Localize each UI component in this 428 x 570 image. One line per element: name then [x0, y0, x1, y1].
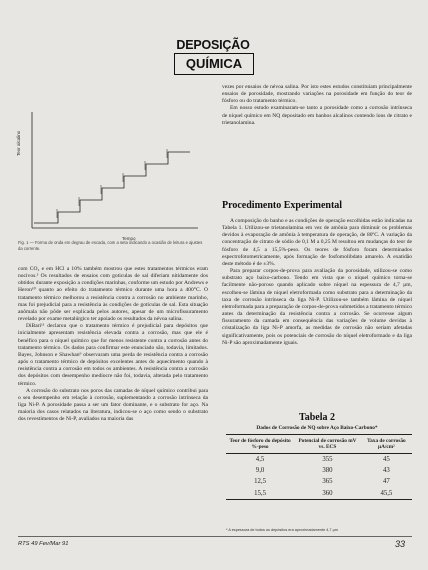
corrosion-table	[226, 434, 412, 500]
table-cell: 355	[322, 456, 333, 463]
table-cell: 45	[382, 456, 390, 463]
reading-arrows	[57, 149, 167, 218]
section-heading: Procedimento Experimental	[222, 200, 343, 211]
logo-line-1: DEPOSIÇÃO	[176, 38, 250, 52]
paragraph: com CO₂ e em HCl a 10% também mostrou que estes tratamentos térmicos eram nocivos.³ Os resultados de ensaios com goticulas de sal diferiam nitidamente dos obtidos durante exposição a condições marinhas, conforme um estudo por Andrews e Heron¹⁰ quanto ao efeito do tratamento térmico durante uma hora a 400°C. O tratamento térmico melhorou a resistência contra a corrosão no ambiente marinho, mas foi prejudicial para a resistência às condições de gotículas de sal. Esta situação anômala não pôde ser explicada pelos autores, apesar de um microfissuramento revelado por exame metalúrgico ter apoiado os resultados da névoa salina.	[18, 266, 208, 323]
page-number: 33	[395, 539, 406, 549]
paragraph: Em nosso estudo examinaram-se tanto a porosidade como a corrosão intrínseca de níquel químico em NQ depositado em banhos alcalinos contendo íons de citrato e trietanolamina.	[222, 105, 412, 126]
table-cell: 380	[322, 467, 333, 475]
left-column	[18, 266, 208, 423]
table-row	[226, 466, 412, 477]
section-logo	[170, 38, 256, 78]
table-row	[226, 477, 412, 488]
table-row	[226, 454, 412, 466]
footer-divider	[18, 536, 412, 537]
right-column-body	[222, 218, 412, 347]
paragraph: DiBari¹¹ declarou que o tratamento térmico é prejudicial para depósitos que inicialmente apresentam resistência elevada contra a corrosão, mas que ele é benéfico para o níquel químico que for menos resistente contra a corrosão antes do tratamento térmico. Os dados para confirmar este enunciado são, todavia, limitados. Bayes, Johnson e Shawhan⁹ observaram uma perda de resistência contra a corrosão após o tratamento térmico de depósitos excelentes antes do aquecimento quando à resistência contra a corrosão em todos os ambientes. A resistência contra a corrosão dos depósitos com desempenho medíocre não foi, todavia, alterada pelo tratamento térmico.	[18, 323, 208, 387]
table-header: Teor de fósforo do depósito %-peso	[226, 435, 294, 454]
table-cell: 12,5	[254, 478, 266, 486]
paragraph: A composição do banho e as condições de operação escolhidas estão indicadas na Tabela 1. Utilizou-se trietanolamina em vez de amônia para diminuir os problemas devidos à evaporação de amônia à temperatura de operação, de 80ºC. A variação da concentração de citrato de sódio de 0,1 M a 0,25 M resultou em mudanças do teor de fósforo de 4,5 a 15,5%-peso. Os teores de fósforo foram determinados espectrofotometricamente, após formação de fosfomolibdato amarelo. A exatidão deste método é de ±3%.	[222, 218, 412, 267]
table-cell: 360	[294, 488, 361, 500]
figure-1	[18, 108, 204, 246]
staircase-line	[34, 152, 190, 223]
figure-x-label: Tempo	[122, 236, 136, 241]
paragraph: A corrosão do substrato nos poros das camadas de níquel químico contribui para o seu desempenho em relação à corrosão, suplementando a corrosão intrínseca da liga Ni-P. A porosidade passa a ser um fator dominante, e o substrato for aço. Na maioria dos casos relatados na literatura, indicou-se o aço como sendo o substrato dos revestimentos de Ni-P, avaliados na maioria das	[18, 387, 208, 423]
right-column-top	[222, 84, 412, 127]
table-cell: 43	[382, 467, 390, 475]
table-footnote: * A espessura de todos os depósitos era aproximadamente 4,7 µm	[226, 528, 338, 532]
staircase-chart	[18, 108, 204, 238]
table-cell: 9,0	[255, 467, 265, 475]
table-title: Tabela 2	[298, 412, 336, 423]
table-cell: 15,5	[226, 488, 294, 500]
table-cell: 45,5	[361, 488, 412, 500]
table-row	[226, 488, 412, 500]
footer-journal: RTS 49 Fev/Mar 91	[18, 541, 69, 547]
figure-y-label: Teor alcalino	[16, 130, 21, 156]
figure-caption: Fig. 1 — Forma de onda em degrau de escada, com a seta indicando a ocasião de leitura e ajustes da corrente.	[18, 240, 203, 251]
table-subtitle: Dados de Corrosão de NQ sobre Aço Baixo-Carbono*	[256, 425, 378, 431]
table-cell: 4,5	[255, 456, 265, 463]
table-header: Potencial de corrosão mV vs. ECS	[294, 435, 361, 454]
table-header: Taxa de corrosão µA/cm²	[361, 435, 412, 454]
table-cell: 365	[322, 478, 333, 486]
paragraph: vezes por ensaios de névoa salina. Por isto estes estudos constituíam principalmente ensaios de porosidade, mostrando variações na porosidade em função do teor de fósforo ou do tratamento térmico.	[222, 84, 412, 105]
table-cell: 47	[382, 478, 390, 486]
logo-line-2: QUÍMICA	[174, 53, 254, 75]
paragraph: Para preparar corpos-de-prova para avaliação da porosidade, utilizou-se como substrato aço baixo-carbono. Tendo em vista que o níquel químico torna-se facilmente não-poroso quando aplicado sobre níquel na espessura de 4,7 µm, escolheu-se lâmina de níquel eletroformada como substrato para a determinação da taxa de corrosão intrínseca da liga Ni-P. Utilizou-se também lâmina de níquel eletroformada para a preparação de corpos-de-prova submetidos a tratamento térmico antes da determinação da resistência contra a corrosão. Se ocorresse algum fissuramento da camada em consequência das variações de volume devidas à cristalização da liga Ni-P amorfa, as medidas de corrosão não seriam afetadas significativamente, pois os potenciais de corrosão do níquel eletroformado e da liga Ni-P são aproximadamente iguais.	[222, 268, 412, 346]
